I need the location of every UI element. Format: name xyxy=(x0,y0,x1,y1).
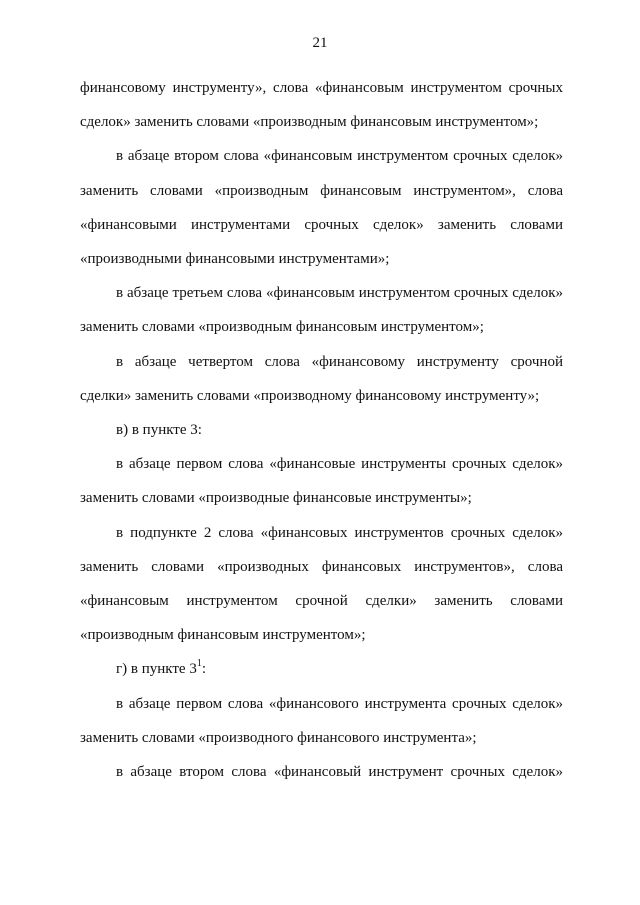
paragraph-abzac-pervom-2: в абзаце первом слова «финансового инструмента срочных сделок» заменить словами «производного финансового инструмента»; xyxy=(80,695,563,746)
page-number: 21 xyxy=(312,35,328,51)
paragraph-podpunkt-2: в подпункте 2 слова «финансовых инструментов срочных сделок» заменить словами «производных финансовых инструментов», слова «финансовым инструментом срочной сделки» заменить словами «производным финансовым инструментом»; xyxy=(80,524,563,644)
paragraph-abzac-vtorom: в абзаце втором слова «финансовым инструментом срочных сделок» заменить словами «производным финансовым инструментом», слова «финансовыми инструментами срочных сделок» заменить словами «производными финансовыми инструментами»; xyxy=(80,148,563,268)
paragraph-item-v: в) в пункте 3: xyxy=(116,422,202,439)
paragraph-abzac-pervom: в абзаце первом слова «финансовые инструменты срочных сделок» заменить словами «производные финансовые инструменты»; xyxy=(80,456,563,507)
item-g-prefix: г) в пункте 3 xyxy=(116,661,197,678)
paragraph-abzac-vtorom-2: в абзаце втором слова «финансовый инструмент срочных сделок» xyxy=(116,764,563,781)
paragraph-item-g xyxy=(80,652,563,686)
paragraph-abzac-tretyem: в абзаце третьем слова «финансовым инструментом срочных сделок» заменить словами «производным финансовым инструментом»; xyxy=(80,285,563,336)
item-g-suffix: : xyxy=(201,661,207,678)
document-body xyxy=(80,71,563,789)
paragraph-continuation: финансовому инструменту», слова «финансовым инструментом срочных сделок» заменить словами «производным финансовым инструментом»; xyxy=(80,80,563,131)
paragraph-abzac-chetvertom: в абзаце четвертом слова «финансовому инструменту срочной сделки» заменить словами «производному финансовому инструменту»; xyxy=(80,353,563,404)
item-g-superscript: 1 xyxy=(196,658,202,670)
